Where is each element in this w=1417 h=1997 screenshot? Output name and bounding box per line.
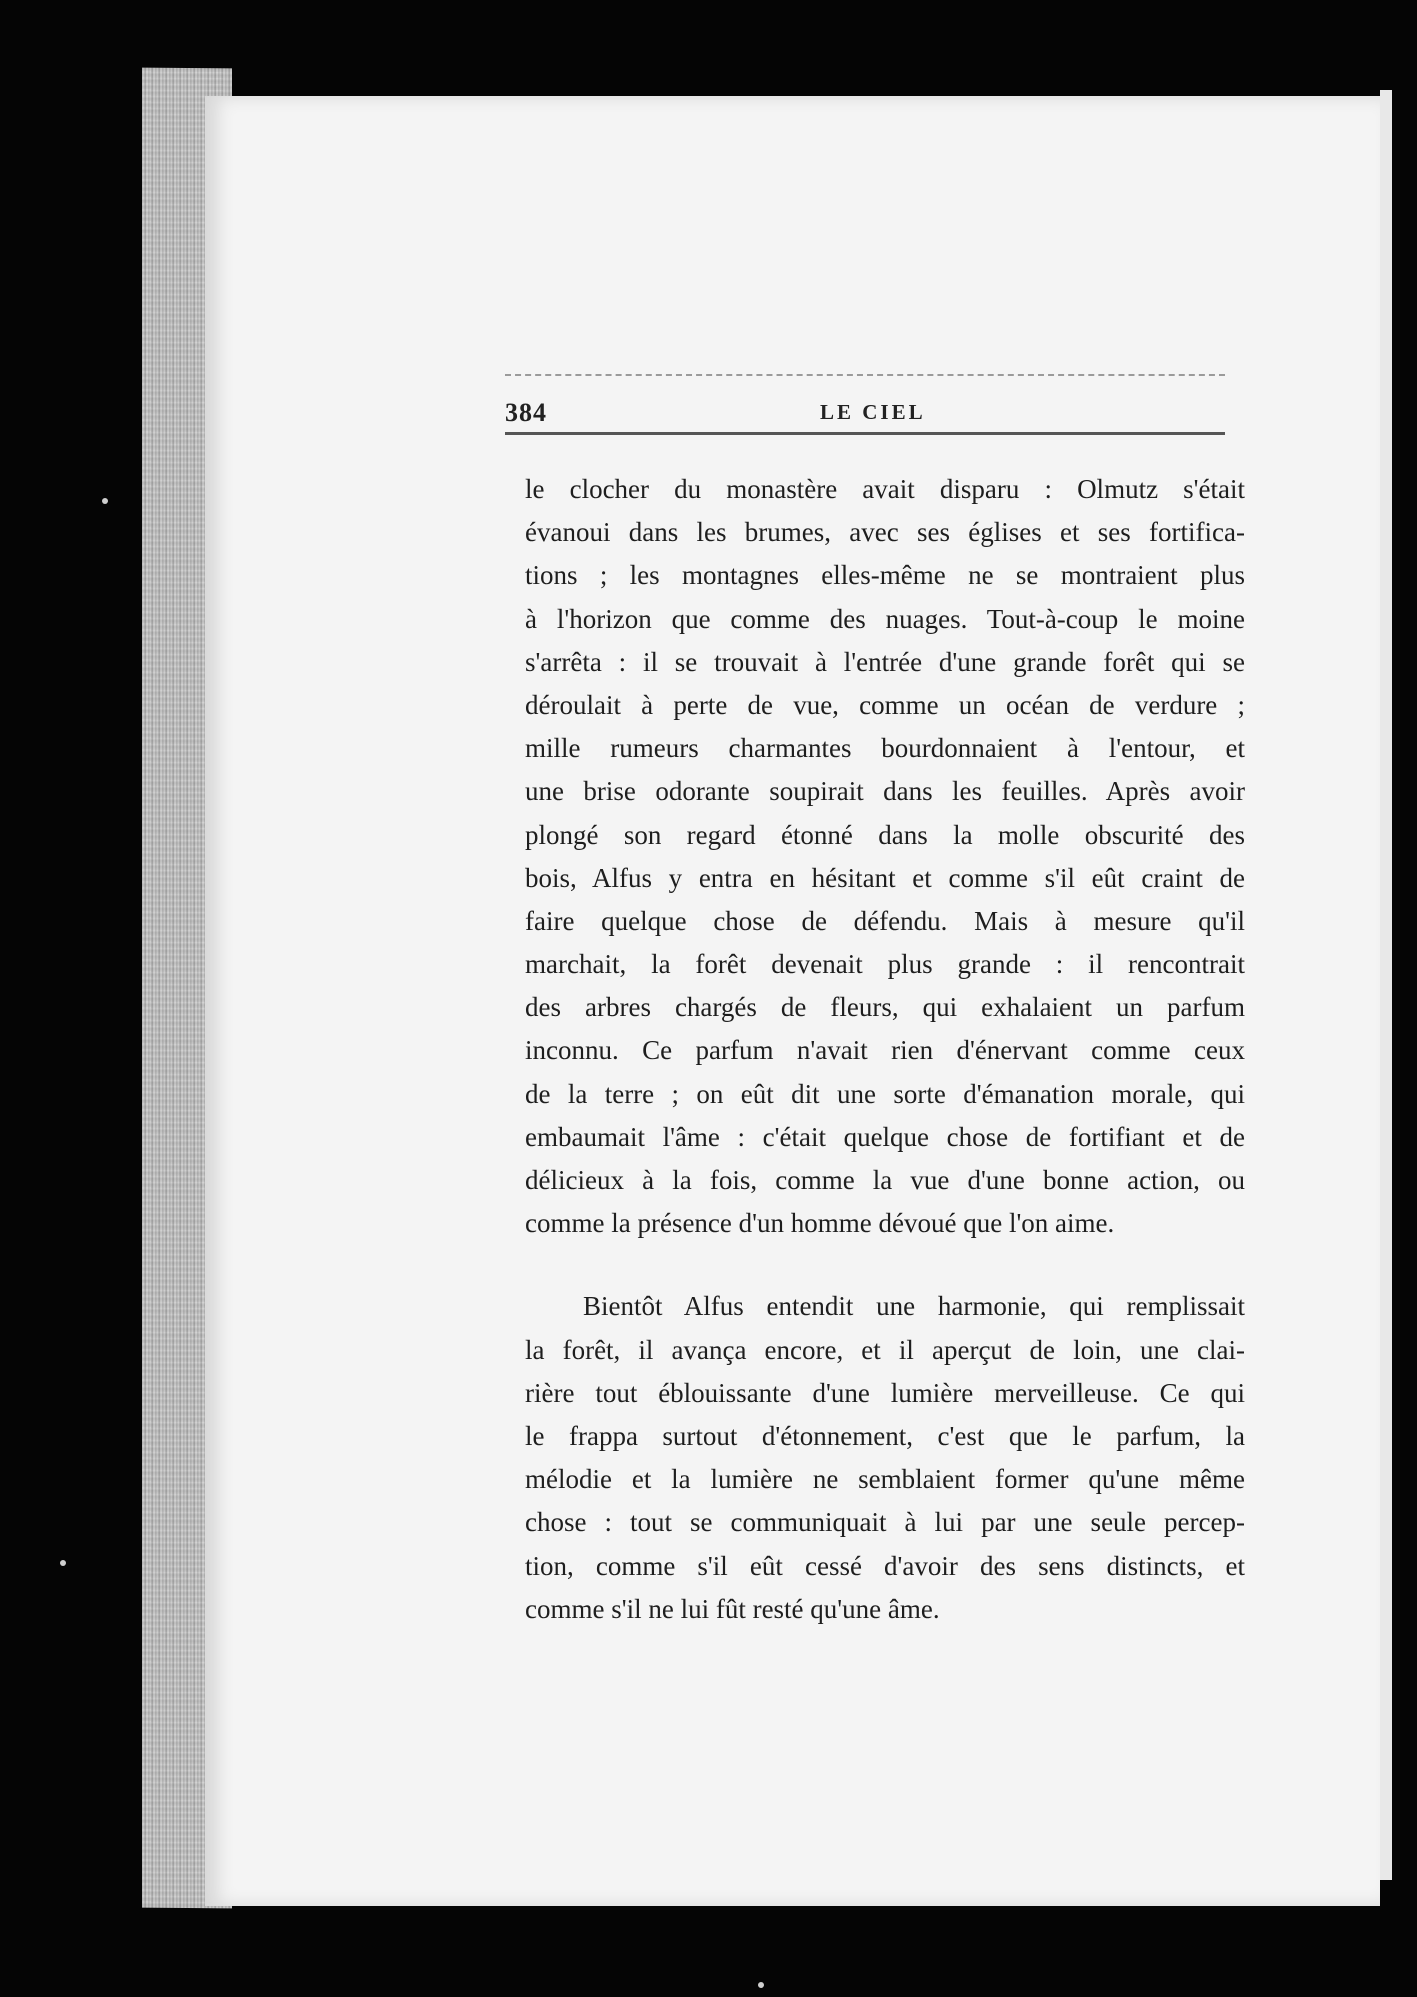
text-line: le frappa surtout d'étonnement, c'est que le parfum, la (525, 1420, 1245, 1451)
header-rule-top (505, 374, 1225, 376)
paragraph-2 (525, 1285, 1245, 1631)
text-line: comme s'il ne lui fût resté qu'une âme. (525, 1593, 940, 1624)
text-line: faire quelque chose de défendu. Mais à mesure qu'il (525, 905, 1245, 936)
text-line: mélodie et la lumière ne semblaient former qu'une même (525, 1464, 1245, 1495)
text-line: à l'horizon que comme des nuages. Tout-à-coup le moine (525, 603, 1245, 634)
text-line: Bientôt Alfus entendit une harmonie, qui remplissait (583, 1291, 1245, 1322)
scan-speck (102, 498, 108, 504)
text-line: embaumait l'âme : c'était quelque chose de fortifiant et de (525, 1121, 1245, 1152)
text-line: comme la présence d'un homme dévoué que l'on aime. (525, 1208, 1115, 1239)
text-line: de la terre ; on eût dit une sorte d'émanation morale, qui (525, 1078, 1245, 1109)
text-line: tion, comme s'il eût cessé d'avoir des sens distincts, et (525, 1550, 1245, 1581)
running-head (505, 398, 1225, 432)
text-line: une brise odorante soupirait dans les feuilles. Après avoir (525, 776, 1245, 807)
text-line: déroulait à perte de vue, comme un océan de verdure ; (525, 689, 1245, 720)
text-line: s'arrêta : il se trouvait à l'entrée d'une grande forêt qui se (525, 646, 1245, 677)
text-line: bois, Alfus y entra en hésitant et comme s'il eût craint de (525, 862, 1245, 893)
text-line: plongé son regard étonné dans la molle obscurité des (525, 819, 1245, 850)
text-line: tions ; les montagnes elles-même ne se montraient plus (525, 560, 1245, 591)
text-line: mille rumeurs charmantes bourdonnaient à l'entour, et (525, 733, 1245, 764)
text-line: évanoui dans les brumes, avec ses églises et ses fortifica- (525, 517, 1245, 548)
text-line: des arbres chargés de fleurs, qui exhalaient un parfum (525, 992, 1245, 1023)
paragraph-1 (525, 468, 1245, 1245)
scan-speck (758, 1982, 764, 1988)
body-text (525, 468, 1245, 1631)
text-line: inconnu. Ce parfum n'avait rien d'énervant comme ceux (525, 1035, 1245, 1066)
facing-page-edge (1380, 90, 1392, 1880)
running-title: LE CIEL (820, 400, 926, 424)
text-line: le clocher du monastère avait disparu : Olmutz s'était (525, 474, 1245, 504)
text-line: chose : tout se communiquait à lui par une seule percep- (525, 1507, 1245, 1538)
header-rule-bottom (505, 432, 1225, 435)
scan-speck (60, 1560, 66, 1566)
page-number: 384 (505, 398, 547, 427)
text-line: la forêt, il avança encore, et il aperçut de loin, une clai- (525, 1334, 1245, 1365)
text-line: rière tout éblouissante d'une lumière merveilleuse. Ce qui (525, 1377, 1245, 1408)
text-line: marchait, la forêt devenait plus grande : il rencontrait (525, 949, 1245, 980)
text-line: délicieux à la fois, comme la vue d'une bonne action, ou (525, 1165, 1245, 1195)
